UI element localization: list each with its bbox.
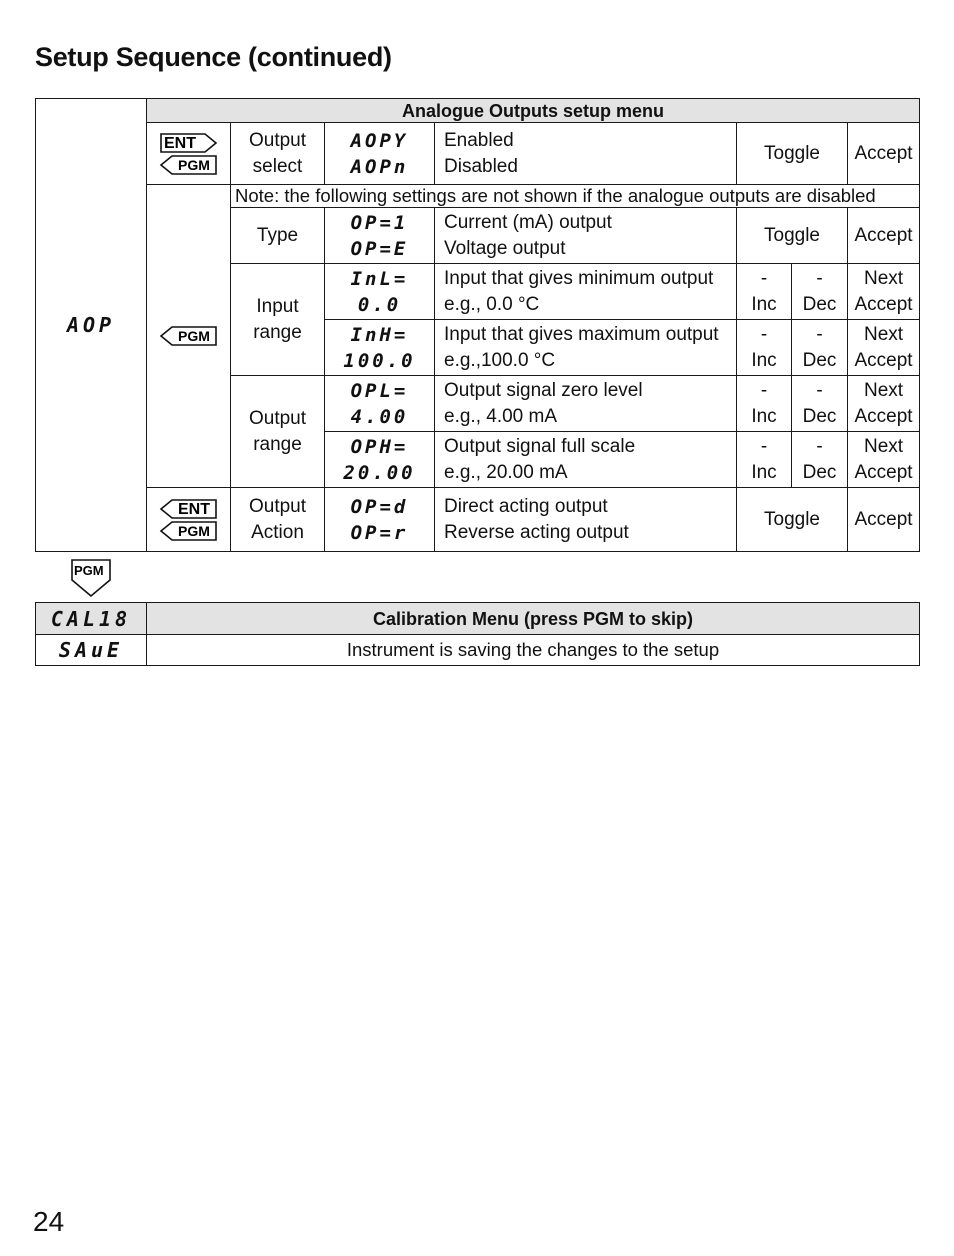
disabled-note: Note: the following settings are not shown if the analogue outputs are disabled	[231, 185, 920, 208]
ent-key-icon	[159, 132, 219, 154]
pgm-key-icon	[159, 520, 219, 542]
opl-description: Output signal zero level e.g., 4.00 mA	[435, 376, 737, 432]
output-action-action: Toggle	[737, 488, 848, 552]
output-range-label: Output range	[231, 376, 325, 488]
inh-display: InH= 100.0	[325, 320, 435, 376]
ent-pgm-keys	[147, 123, 231, 185]
cal18-display-code: CAL18	[36, 603, 147, 635]
output-action-label: Output Action	[231, 488, 325, 552]
svg-text:ENT: ENT	[163, 134, 196, 152]
opl-next-accept: Next Accept	[848, 376, 920, 432]
ent-key-icon	[159, 498, 219, 520]
output-select-label: Output select	[231, 123, 325, 185]
type-action: Toggle	[737, 208, 848, 264]
page-number: 24	[33, 1206, 65, 1237]
output-action-description: Direct acting output Reverse acting output	[435, 488, 737, 552]
svg-text:PGM: PGM	[177, 522, 210, 539]
opl-dec: - Dec	[792, 376, 848, 432]
oph-display: OPH= 20.00	[325, 432, 435, 488]
calibration-table	[35, 602, 920, 666]
aop-display-code: AOP	[36, 99, 147, 552]
output-action-display: OP=d OP=r	[325, 488, 435, 552]
inl-next-accept: Next Accept	[848, 264, 920, 320]
pgm-key-icon	[159, 325, 219, 347]
output-select-display: AOPY AOPn	[325, 123, 435, 185]
input-range-label: Input range	[231, 264, 325, 376]
output-action-accept: Accept	[848, 488, 920, 552]
save-display-code: SAuE	[36, 635, 147, 666]
analogue-outputs-header: Analogue Outputs setup menu	[147, 99, 920, 123]
inh-inc: - Inc	[737, 320, 792, 376]
svg-text:ENT: ENT	[177, 500, 210, 518]
pgm-key-icon	[159, 154, 219, 176]
oph-description: Output signal full scale e.g., 20.00 mA	[435, 432, 737, 488]
type-accept: Accept	[848, 208, 920, 264]
opl-inc: - Inc	[737, 376, 792, 432]
inl-inc: - Inc	[737, 264, 792, 320]
type-label: Type	[231, 208, 325, 264]
inh-next-accept: Next Accept	[848, 320, 920, 376]
pgm-down-arrow-icon	[70, 558, 112, 598]
ent-pgm-keys	[147, 488, 231, 552]
oph-inc: - Inc	[737, 432, 792, 488]
inl-description: Input that gives minimum output e.g., 0.0 °C	[435, 264, 737, 320]
type-description: Current (mA) output Voltage output	[435, 208, 737, 264]
inl-dec: - Dec	[792, 264, 848, 320]
pgm-key-cell	[147, 185, 231, 488]
page-title: Setup Sequence (continued)	[35, 42, 392, 72]
svg-text:PGM: PGM	[177, 156, 210, 173]
save-description: Instrument is saving the changes to the setup	[147, 635, 920, 666]
svg-text:PGM: PGM	[74, 563, 104, 578]
inh-dec: - Dec	[792, 320, 848, 376]
oph-next-accept: Next Accept	[848, 432, 920, 488]
oph-dec: - Dec	[792, 432, 848, 488]
opl-display: OPL= 4.00	[325, 376, 435, 432]
output-select-accept: Accept	[848, 123, 920, 185]
svg-text:PGM: PGM	[177, 328, 210, 344]
type-display: OP=1 OP=E	[325, 208, 435, 264]
output-select-description: Enabled Disabled	[435, 123, 737, 185]
calibration-header: Calibration Menu (press PGM to skip)	[147, 603, 920, 635]
analogue-outputs-table	[35, 98, 920, 552]
output-select-action: Toggle	[737, 123, 848, 185]
inl-display: InL= 0.0	[325, 264, 435, 320]
inh-description: Input that gives maximum output e.g.,100.0 °C	[435, 320, 737, 376]
